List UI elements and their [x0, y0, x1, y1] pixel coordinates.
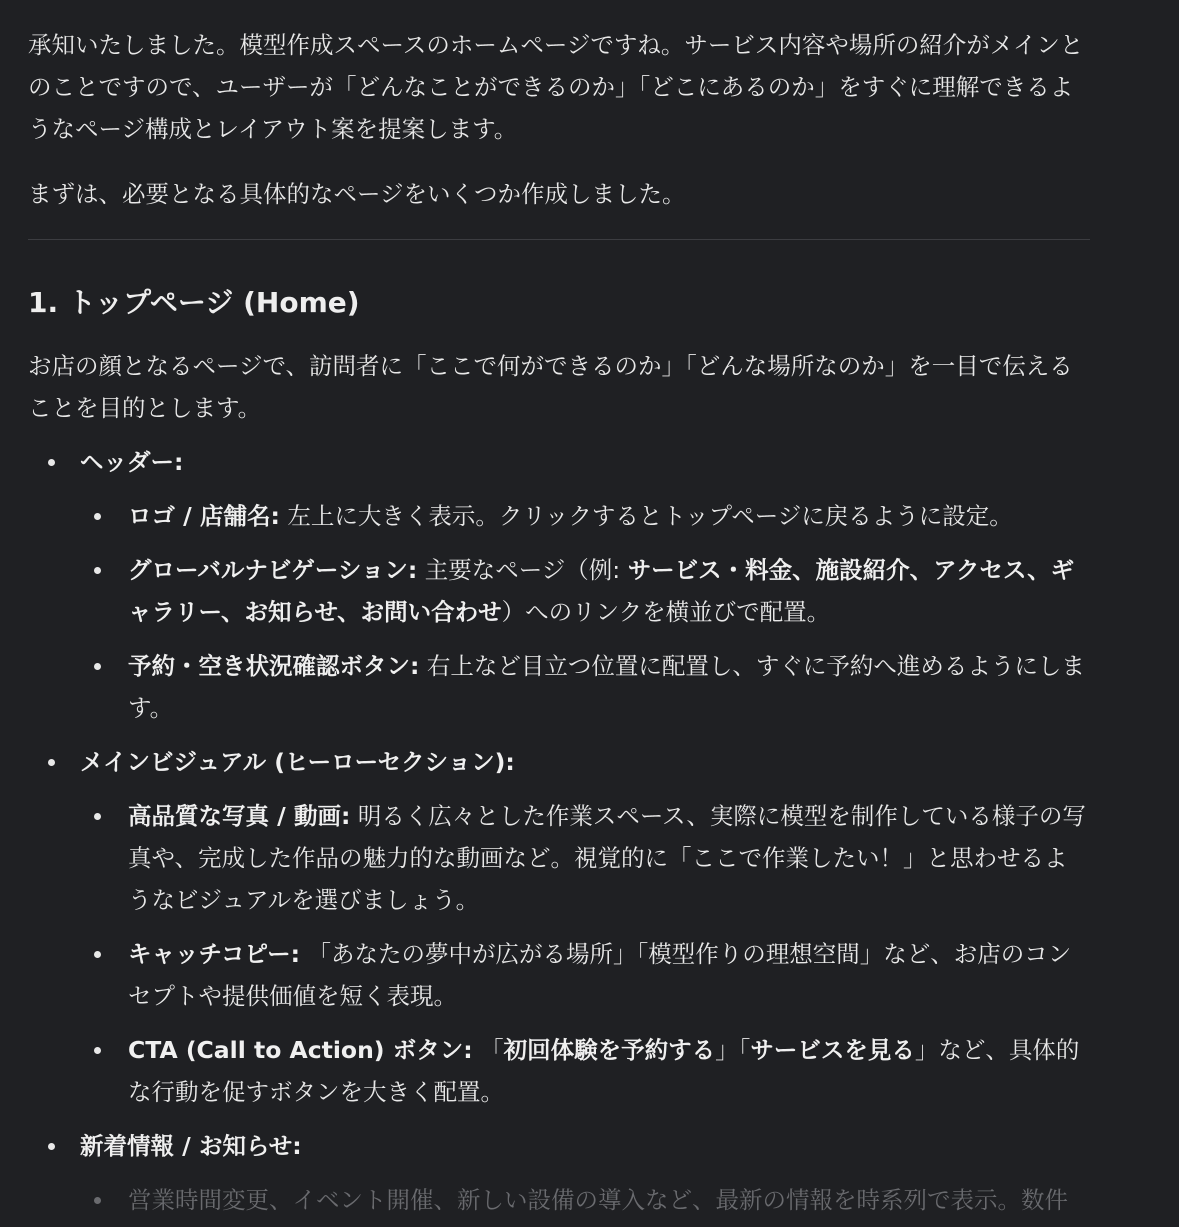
- bullet-icon: [94, 567, 101, 574]
- bullet-icon: [48, 759, 55, 766]
- bullet-icon: [94, 513, 101, 520]
- sub-list: [80, 495, 1090, 729]
- bullet-icon: [94, 1047, 101, 1054]
- item-text: ）へのリンクを横並びで配置。: [501, 598, 831, 626]
- item-text: 」「: [715, 1036, 751, 1064]
- item-text: 主要なページ（例:: [417, 556, 628, 584]
- outline-list: [28, 441, 1090, 1221]
- list-item: [28, 933, 1090, 1017]
- list-item: [28, 1179, 1090, 1221]
- item-label: キャッチコピー:: [128, 940, 301, 968]
- bullet-icon: [48, 459, 55, 466]
- item-bold-text: 初回体験を予約する: [503, 1036, 716, 1064]
- item-label: グローバルナビゲーション:: [128, 556, 418, 584]
- sub-list: [80, 795, 1090, 1113]
- bullet-icon: [94, 663, 101, 670]
- list-item: [28, 1029, 1090, 1113]
- list-item: [28, 495, 1090, 537]
- bullet-icon: [94, 1197, 101, 1204]
- item-label: 高品質な写真 / 動画:: [128, 802, 351, 830]
- item-text: 「: [472, 1036, 504, 1064]
- item-text: 」など、具体的な行動を促すボタンを大きく配置。: [128, 1036, 1080, 1106]
- item-bold-text: サービス・料金、施設紹介、アクセス、ギャラリー、お知らせ、お問い合わせ: [128, 556, 1075, 626]
- list-item: [28, 795, 1090, 921]
- section-description: お店の顔となるページで、訪問者に「ここで何ができるのか」「どんな場所なのか」を一目で伝えることを目的とします。: [28, 352, 1073, 422]
- list-item: [28, 645, 1090, 729]
- item-label: ロゴ / 店舗名:: [128, 502, 280, 530]
- item-text: 「あなたの夢中が広がる場所」「模型作りの理想空間」など、お店のコンセプトや提供価値を短く表現。: [128, 940, 1072, 1010]
- bullet-icon: [94, 813, 101, 820]
- item-text: 左上に大きく表示。クリックするとトップページに戻るように設定。: [279, 502, 1013, 530]
- item-label: CTA (Call to Action) ボタン:: [128, 1036, 473, 1064]
- group-title: ヘッダー:: [80, 448, 184, 476]
- divider: [28, 239, 1090, 240]
- item-text: 営業時間変更、イベント開催、新しい設備の導入など、最新の情報を時系列で表示。数件: [128, 1186, 1068, 1214]
- list-item-header: [28, 441, 1090, 729]
- list-item-main-visual: [28, 741, 1090, 1113]
- item-text: 右上など目立つ位置に配置し、すぐに予約へ進めるようにします。: [128, 652, 1085, 722]
- chat-response: [28, 24, 1090, 1227]
- item-bold-text: サービスを見る: [750, 1036, 915, 1064]
- item-label: 予約・空き状況確認ボタン:: [128, 652, 420, 680]
- item-text: 明るく広々とした作業スペース、実際に模型を制作している様子の写真や、完成した作品の魅力的な動画など。視覚的に「ここで作業したい！」と思わせるようなビジュアルを選びましょう。: [128, 802, 1086, 914]
- second-paragraph: まずは、必要となる具体的なページをいくつか作成しました。: [28, 180, 686, 208]
- list-item-news: [28, 1125, 1090, 1221]
- sub-list: [80, 1179, 1090, 1221]
- group-title: 新着情報 / お知らせ:: [80, 1132, 302, 1160]
- intro-paragraph: 承知いたしました。模型作成スペースのホームページですね。サービス内容や場所の紹介がメインとのことですので、ユーザーが「どんなことができるのか」「どこにあるのか」をすぐに理解できるようなページ構成とレイアウト案を提案します。: [28, 31, 1084, 143]
- section-heading: 1. トップページ (Home): [28, 286, 360, 319]
- bullet-icon: [48, 1143, 55, 1150]
- group-title: メインビジュアル (ヒーローセクション):: [80, 748, 515, 776]
- bullet-icon: [94, 951, 101, 958]
- list-item: [28, 549, 1090, 633]
